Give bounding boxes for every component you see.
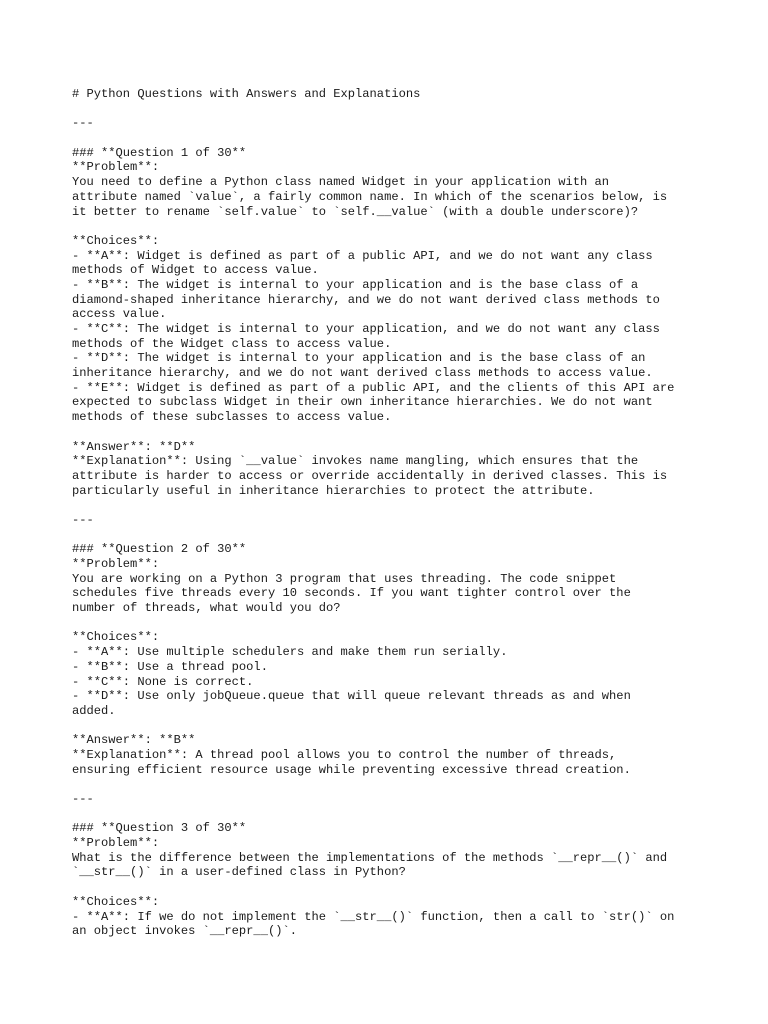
choice-line: methods of Widget to access value.	[72, 263, 319, 278]
choice-line: - **E**: Widget is defined as part of a public API, and the clients of this API are	[72, 380, 675, 395]
choices-label: **Choices**:	[72, 233, 160, 248]
blank-line	[72, 425, 712, 440]
problem-text-line: What is the difference between the implementations of the methods `__repr__()` and	[72, 850, 668, 865]
blank-line	[72, 807, 712, 822]
choice-line: methods of these subclasses to access value.	[72, 410, 392, 425]
question-block-1	[72, 146, 712, 499]
question-heading: ### **Question 3 of 30**	[72, 821, 247, 836]
problem-label: **Problem**:	[72, 160, 160, 175]
problem-text-line: schedules five threads every 10 seconds. If you want tighter control over the	[72, 586, 631, 601]
choice-line: - **D**: The widget is internal to your application and is the base class of an	[72, 351, 646, 366]
blank-line	[72, 131, 712, 146]
blank-line	[72, 880, 712, 895]
explanation-line: particularly useful in inheritance hierarchies to protect the attribute.	[72, 483, 595, 498]
choice-line: inheritance hierarchy, and we do not want derived class methods to access value.	[72, 366, 653, 381]
answer-line: **Answer**: **B**	[72, 733, 196, 748]
document-title: # Python Questions with Answers and Explanations	[72, 87, 421, 101]
choice-line: - **B**: Use a thread pool.	[72, 659, 268, 674]
problem-text-line: it better to rename `self.value` to `self.__value` (with a double underscore)?	[72, 204, 639, 219]
problem-text-line: attribute named `value`, a fairly common name. In which of the scenarios below, is	[72, 189, 668, 204]
choice-line: - **A**: Use multiple schedulers and make them run serially.	[72, 645, 508, 660]
choice-line: - **A**: Widget is defined as part of a public API, and we do not want any class	[72, 248, 653, 263]
question-heading: ### **Question 1 of 30**	[72, 145, 247, 160]
choice-line: expected to subclass Widget in their own inheritance hierarchies. We do not want	[72, 395, 653, 410]
choice-line: - **B**: The widget is internal to your application and is the base class of a	[72, 277, 639, 292]
separator: ---	[72, 792, 94, 806]
choice-line: - **C**: The widget is internal to your application, and we do not want any class	[72, 322, 660, 336]
question-heading: ### **Question 2 of 30**	[72, 542, 247, 557]
problem-text-line: You need to define a Python class named Widget in your application with an	[72, 175, 610, 190]
blank-line	[72, 498, 712, 513]
separator: ---	[72, 512, 94, 527]
choice-line: methods of the Widget class to access value.	[72, 336, 392, 351]
choice-line: diamond-shaped inheritance hierarchy, and we do not want derived class methods to	[72, 292, 660, 307]
blank-line	[72, 528, 712, 543]
separator: ---	[72, 116, 94, 131]
explanation-line: attribute is harder to access or override accidentally in derived classes. This is	[72, 468, 668, 483]
explanation-line: ensuring efficient resource usage while preventing excessive thread creation.	[72, 762, 631, 777]
choice-line: an object invokes `__repr__()`.	[72, 924, 297, 939]
problem-label: **Problem**:	[72, 557, 160, 571]
question-block-3	[72, 821, 712, 939]
explanation-line: **Explanation**: A thread pool allows you to control the number of threads,	[72, 747, 617, 762]
choices-label: **Choices**:	[72, 630, 160, 645]
blank-line	[72, 616, 712, 631]
blank-line	[72, 219, 712, 234]
problem-text-line: You are working on a Python 3 program that uses threading. The code snippet	[72, 571, 617, 586]
blank-line	[72, 719, 712, 734]
question-block-2	[72, 542, 712, 777]
choice-line: - **A**: If we do not implement the `__str__()` function, then a call to `str()` on	[72, 909, 675, 924]
explanation-line: **Explanation**: Using `__value` invokes name mangling, which ensures that the	[72, 454, 639, 469]
choice-line: - **D**: Use only jobQueue.queue that will queue relevant threads as and when	[72, 689, 631, 704]
blank-line	[72, 102, 712, 117]
choices-label: **Choices**:	[72, 894, 160, 909]
choice-line: access value.	[72, 307, 167, 322]
answer-line: **Answer**: **D**	[72, 439, 196, 454]
choice-line: added.	[72, 703, 116, 718]
problem-text-line: number of threads, what would you do?	[72, 601, 341, 616]
blank-line	[72, 777, 712, 792]
choice-line: - **C**: None is correct.	[72, 674, 254, 689]
problem-text-line: `__str__()` in a user-defined class in Python?	[72, 865, 406, 880]
markdown-document	[72, 87, 712, 939]
problem-label: **Problem**:	[72, 836, 160, 851]
